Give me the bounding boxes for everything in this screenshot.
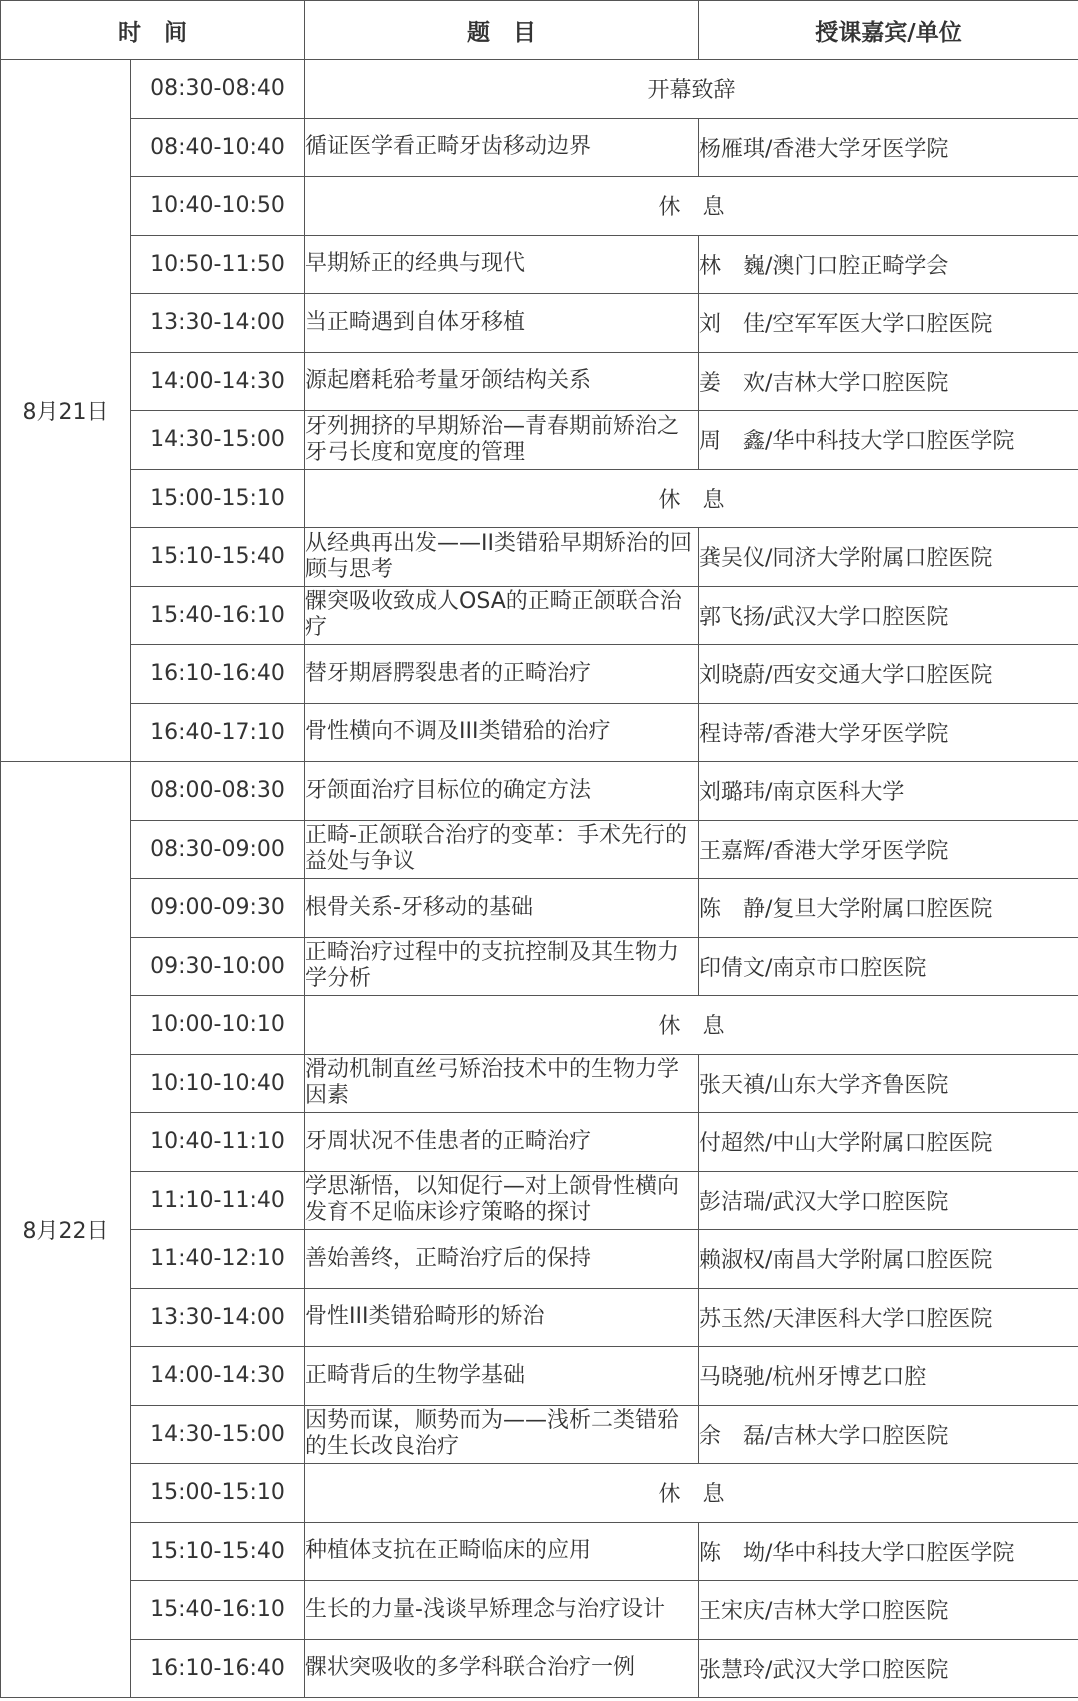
time-cell: 11:40-12:10 [131, 1230, 305, 1289]
session-row [1, 528, 1078, 587]
time-cell: 16:10-16:40 [131, 1639, 305, 1698]
time-cell: 13:30-14:00 [131, 294, 305, 353]
speaker-cell: 林 巍/澳门口腔正畸学会 [699, 235, 1078, 294]
session-row [1, 820, 1078, 879]
time-cell: 10:40-10:50 [131, 177, 305, 236]
session-row [1, 1347, 1078, 1406]
speaker-cell: 彭洁瑞/武汉大学口腔医院 [699, 1171, 1078, 1230]
time-cell: 16:10-16:40 [131, 645, 305, 704]
break-label: 休 息 [305, 469, 1078, 528]
date-cell: 8月21日 [1, 60, 131, 762]
topic-cell: 替牙期唇腭裂患者的正畸治疗 [305, 645, 699, 704]
break-label: 休 息 [305, 1464, 1078, 1523]
session-row [1, 937, 1078, 996]
date-cell: 8月22日 [1, 762, 131, 1698]
time-cell: 08:40-10:40 [131, 118, 305, 177]
speaker-cell: 程诗蒂/香港大学牙医学院 [699, 703, 1078, 762]
session-row [1, 411, 1078, 470]
topic-cell: 从经典再出发——II类错𬌗早期矫治的回顾与思考 [305, 528, 699, 587]
topic-cell: 牙周状况不佳患者的正畸治疗 [305, 1113, 699, 1172]
speaker-cell: 刘晓蔚/西安交通大学口腔医院 [699, 645, 1078, 704]
speaker-cell: 王嘉辉/香港大学牙医学院 [699, 820, 1078, 879]
time-cell: 15:40-16:10 [131, 586, 305, 645]
session-row [1, 1581, 1078, 1640]
topic-cell: 善始善终，正畸治疗后的保持 [305, 1230, 699, 1289]
time-cell: 15:00-15:10 [131, 1464, 305, 1523]
time-cell: 10:10-10:40 [131, 1054, 305, 1113]
time-cell: 15:00-15:10 [131, 469, 305, 528]
speaker-cell: 苏玉然/天津医科大学口腔医院 [699, 1288, 1078, 1347]
speaker-cell: 余 磊/吉林大学口腔医院 [699, 1405, 1078, 1464]
session-row [1, 294, 1078, 353]
break-label: 休 息 [305, 996, 1078, 1055]
break-label: 开幕致辞 [305, 60, 1078, 119]
time-cell: 09:00-09:30 [131, 879, 305, 938]
speaker-cell: 马晓驰/杭州牙博艺口腔 [699, 1347, 1078, 1406]
topic-cell: 髁突吸收致成人OSA的正畸正颌联合治疗 [305, 586, 699, 645]
break-row [1, 469, 1078, 528]
header-speaker: 授课嘉宾/单位 [699, 1, 1078, 60]
time-cell: 16:40-17:10 [131, 703, 305, 762]
time-cell: 13:30-14:00 [131, 1288, 305, 1347]
speaker-cell: 周 鑫/华中科技大学口腔医学院 [699, 411, 1078, 470]
topic-cell: 生长的力量-浅谈早矫理念与治疗设计 [305, 1581, 699, 1640]
time-cell: 10:50-11:50 [131, 235, 305, 294]
session-row [1, 1054, 1078, 1113]
topic-cell: 骨性III类错𬌗畸形的矫治 [305, 1288, 699, 1347]
header-time: 时 间 [1, 1, 305, 60]
time-cell: 14:30-15:00 [131, 411, 305, 470]
day-section-aug-21 [1, 60, 1078, 762]
break-row [1, 996, 1078, 1055]
topic-cell: 源起磨耗𬌗考量牙颌结构关系 [305, 352, 699, 411]
speaker-cell: 张慧玲/武汉大学口腔医院 [699, 1639, 1078, 1698]
topic-cell: 骨性横向不调及III类错𬌗的治疗 [305, 703, 699, 762]
time-cell: 08:30-09:00 [131, 820, 305, 879]
topic-cell: 正畸-正颌联合治疗的变革：手术先行的益处与争议 [305, 820, 699, 879]
time-cell: 15:10-15:40 [131, 528, 305, 587]
time-cell: 14:30-15:00 [131, 1405, 305, 1464]
session-row [1, 235, 1078, 294]
time-cell: 11:10-11:40 [131, 1171, 305, 1230]
speaker-cell: 杨雁琪/香港大学牙医学院 [699, 118, 1078, 177]
topic-cell: 正畸背后的生物学基础 [305, 1347, 699, 1406]
speaker-cell: 姜 欢/吉林大学口腔医院 [699, 352, 1078, 411]
session-row [1, 879, 1078, 938]
break-row [1, 1464, 1078, 1523]
topic-cell: 根骨关系-牙移动的基础 [305, 879, 699, 938]
topic-cell: 早期矫正的经典与现代 [305, 235, 699, 294]
session-row [1, 586, 1078, 645]
speaker-cell: 付超然/中山大学附属口腔医院 [699, 1113, 1078, 1172]
topic-cell: 循证医学看正畸牙齿移动边界 [305, 118, 699, 177]
time-cell: 14:00-14:30 [131, 1347, 305, 1406]
speaker-cell: 刘 佳/空军军医大学口腔医院 [699, 294, 1078, 353]
topic-cell: 种植体支抗在正畸临床的应用 [305, 1522, 699, 1581]
break-label: 休 息 [305, 177, 1078, 236]
session-row [1, 1171, 1078, 1230]
break-row [1, 60, 1078, 119]
topic-cell: 髁状突吸收的多学科联合治疗一例 [305, 1639, 699, 1698]
day-section-aug-22 [1, 762, 1078, 1698]
header-topic: 题 目 [305, 1, 699, 60]
topic-cell: 正畸治疗过程中的支抗控制及其生物力学分析 [305, 937, 699, 996]
session-row [1, 1113, 1078, 1172]
topic-cell: 滑动机制直丝弓矫治技术中的生物力学因素 [305, 1054, 699, 1113]
time-cell: 15:10-15:40 [131, 1522, 305, 1581]
header-row [1, 1, 1078, 60]
session-row [1, 645, 1078, 704]
topic-cell: 因势而谋，顺势而为——浅析二类错𬌗的生长改良治疗 [305, 1405, 699, 1464]
speaker-cell: 陈 静/复旦大学附属口腔医院 [699, 879, 1078, 938]
time-cell: 09:30-10:00 [131, 937, 305, 996]
topic-cell: 学思渐悟，以知促行—对上颌骨性横向发育不足临床诊疗策略的探讨 [305, 1171, 699, 1230]
session-row [1, 1522, 1078, 1581]
time-cell: 14:00-14:30 [131, 352, 305, 411]
time-cell: 10:00-10:10 [131, 996, 305, 1055]
time-cell: 08:30-08:40 [131, 60, 305, 119]
time-cell: 10:40-11:10 [131, 1113, 305, 1172]
session-row [1, 703, 1078, 762]
session-row [1, 1230, 1078, 1289]
time-cell: 08:00-08:30 [131, 762, 305, 821]
session-row [1, 1639, 1078, 1698]
topic-cell: 牙颌面治疗目标位的确定方法 [305, 762, 699, 821]
speaker-cell: 张天禛/山东大学齐鲁医院 [699, 1054, 1078, 1113]
session-row [1, 1288, 1078, 1347]
speaker-cell: 赖淑权/南昌大学附属口腔医院 [699, 1230, 1078, 1289]
speaker-cell: 郭飞扬/武汉大学口腔医院 [699, 586, 1078, 645]
topic-cell: 牙列拥挤的早期矫治—青春期前矫治之牙弓长度和宽度的管理 [305, 411, 699, 470]
speaker-cell: 龚吴仪/同济大学附属口腔医院 [699, 528, 1078, 587]
time-cell: 15:40-16:10 [131, 1581, 305, 1640]
topic-cell: 当正畸遇到自体牙移植 [305, 294, 699, 353]
break-row [1, 177, 1078, 236]
session-row [1, 762, 1078, 821]
speaker-cell: 陈 坳/华中科技大学口腔医学院 [699, 1522, 1078, 1581]
session-row [1, 118, 1078, 177]
session-row [1, 352, 1078, 411]
speaker-cell: 印倩文/南京市口腔医院 [699, 937, 1078, 996]
speaker-cell: 王宋庆/吉林大学口腔医院 [699, 1581, 1078, 1640]
speaker-cell: 刘璐玮/南京医科大学 [699, 762, 1078, 821]
session-row [1, 1405, 1078, 1464]
